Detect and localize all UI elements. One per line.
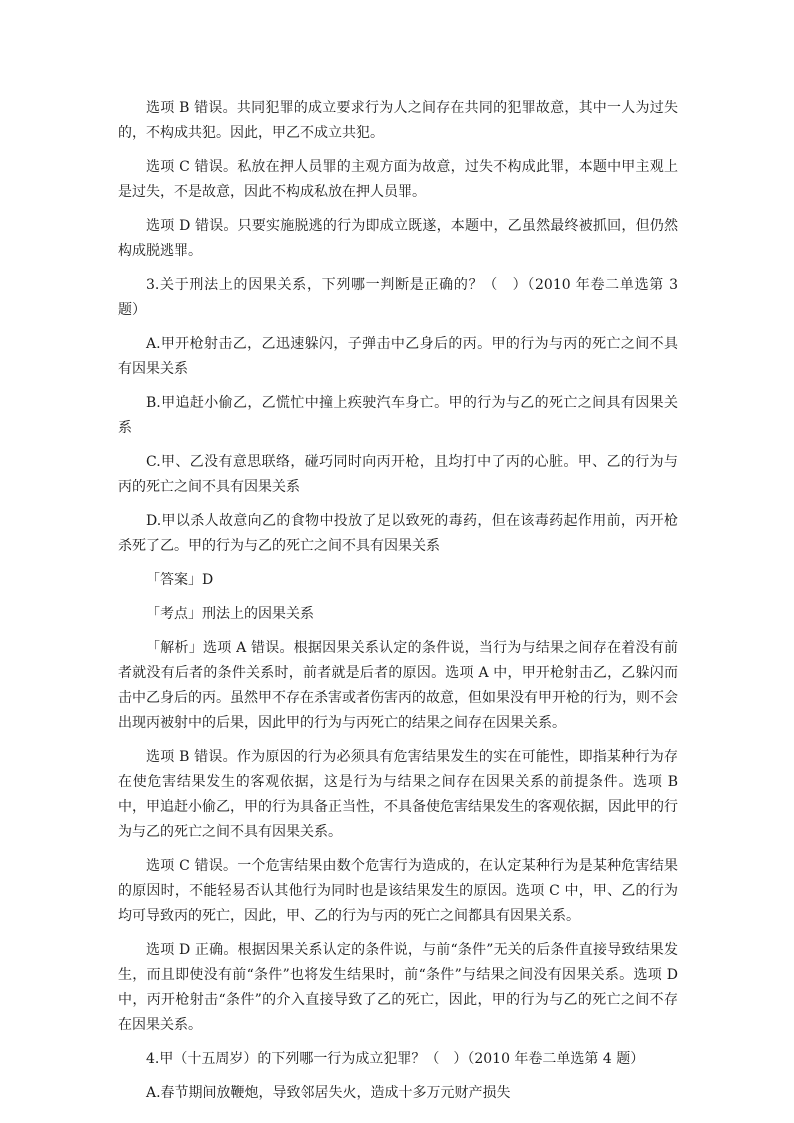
- paragraph-option-d-analysis: 选项 D 错误。只要实施脱逃的行为即成立既遂，本题中，乙虽然最终被抓回，但仍然构成脱逃罪。: [118, 218, 678, 259]
- question-3-option-c: C.甲、乙没有意思联络，碰巧同时向丙开枪，且均打中了丙的心脏。甲、乙的行为与丙的死亡之间不具有因果关系: [118, 454, 678, 495]
- analysis-option-a: 「解析」选项 A 错误。根据因果关系认定的条件说，当行为与结果之间存在着没有前者就没有后者的条件关系时，前者就是后者的原因。选项 A 中，甲开枪射击乙，乙躲闪而击中乙身后的丙。虽然甲不存在杀害或者伤害丙的故意，但如果没有甲开枪的行为，则不会出现丙被射中的后果，因此甲的行为与丙死亡的结果之间存在因果关系。: [118, 640, 678, 731]
- question-3-option-a: A.甲开枪射击乙，乙迅速躲闪，子弹击中乙身后的丙。甲的行为与丙的死亡之间不具有因果关系: [118, 336, 678, 377]
- topic-line: 「考点」刑法上的因果关系: [146, 606, 314, 622]
- question-3-option-d: D.甲以杀人故意向乙的食物中投放了足以致死的毒药，但在该毒药起作用前，丙开枪杀死了乙。甲的行为与乙的死亡之间不具有因果关系: [118, 513, 678, 554]
- question-4: 4.甲（十五周岁）的下列哪一行为成立犯罪？（ ）（2010 年卷二单选第 4 题）: [146, 1051, 645, 1067]
- answer-line: 「答案」D: [146, 572, 214, 588]
- analysis-option-d: 选项 D 正确。根据因果关系认定的条件说，与前“条件”无关的后条件直接导致结果发生，而且即使没有前“条件”也将发生结果时，前“条件”与结果之间没有因果关系。选项 D 中，丙开枪射击“条件”的介入直接导致了乙的死亡，因此，甲的行为与乙的死亡之间不存在因果关系。: [118, 942, 678, 1033]
- question-3: 3.关于刑法上的因果关系，下列哪一判断是正确的？（ ）（2010 年卷二单选第 3 题）: [118, 277, 678, 318]
- document-page: [118, 96, 678, 1115]
- paragraph-option-c-analysis: 选项 C 错误。私放在押人员罪的主观方面为故意，过失不构成此罪，本题中甲主观上是过失，不是故意，因此不构成私放在押人员罪。: [118, 159, 678, 200]
- question-3-option-b: B.甲追赶小偷乙，乙慌忙中撞上疾驶汽车身亡。甲的行为与乙的死亡之间具有因果关系: [118, 395, 678, 436]
- analysis-option-b: 选项 B 错误。作为原因的行为必须具有危害结果发生的实在可能性，即指某种行为存在使危害结果发生的客观依据，这是行为与结果之间存在因果关系的前提条件。选项 B 中，甲追赶小偷乙，甲的行为具备正当性，不具备使危害结果发生的客观依据，因此甲的行为与乙的死亡之间不具有因果关系。: [118, 749, 678, 840]
- paragraph-option-b-analysis: 选项 B 错误。共同犯罪的成立要求行为人之间存在共同的犯罪故意，其中一人为过失的，不构成共犯。因此，甲乙不成立共犯。: [118, 100, 678, 141]
- analysis-option-c: 选项 C 错误。一个危害结果由数个危害行为造成的，在认定某种行为是某种危害结果的原因时，不能轻易否认其他行为同时也是该结果发生的原因。选项 C 中，甲、乙的行为均可导致丙的死亡，因此，甲、乙的行为与丙的死亡之间都具有因果关系。: [118, 858, 678, 924]
- question-4-option-a: A.春节期间放鞭炮，导致邻居失火，造成十多万元财产损失: [146, 1085, 511, 1101]
